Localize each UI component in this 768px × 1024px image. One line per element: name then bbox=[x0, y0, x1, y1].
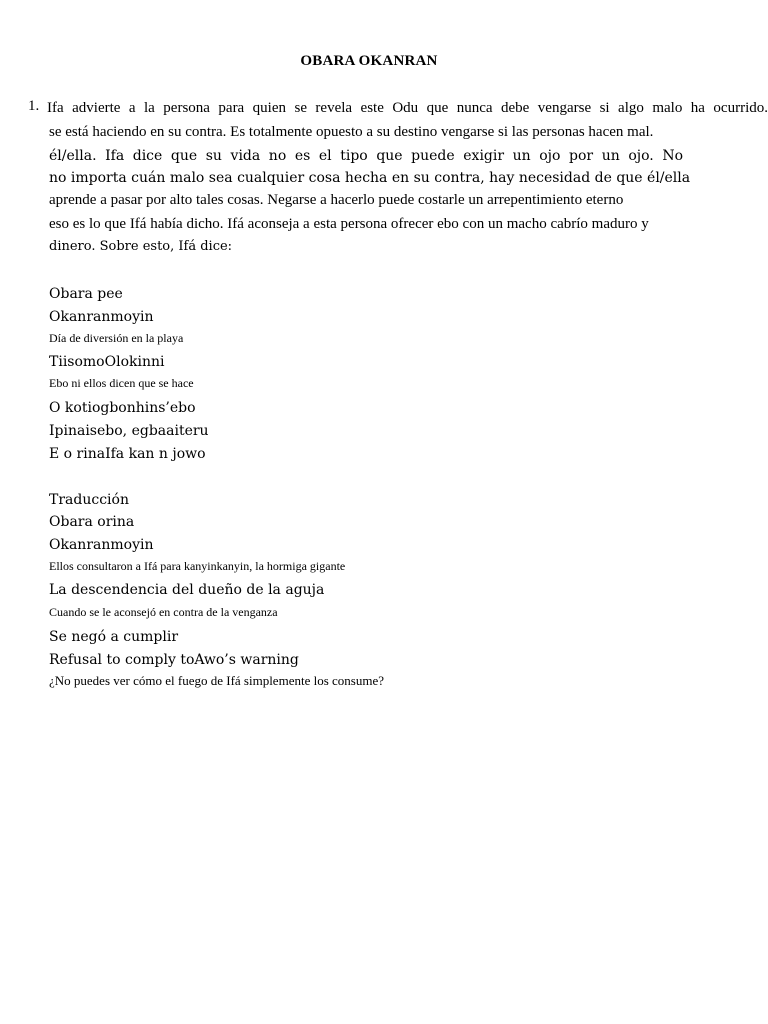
paragraph-line: se está haciendo en su contra. Es totalmente opuesto a su destino vengarse si las personas hacen mal. bbox=[49, 124, 654, 140]
translation-line: Ellos consultaron a Ifá para kanyinkanyin, la hormiga gigante bbox=[49, 559, 346, 573]
translation-line: ¿No puedes ver cómo el fuego de Ifá simplemente los consume? bbox=[49, 673, 384, 688]
verse-line: Ebo ni ellos dicen que se hace bbox=[49, 376, 194, 390]
translation-line: Se negó a cumplir bbox=[49, 629, 179, 645]
translation-line: Obara orina bbox=[49, 514, 135, 530]
verse-line: TiisomoOlokinni bbox=[49, 354, 165, 370]
paragraph-line: no importa cuán malo sea cualquier cosa hecha en su contra, hay necesidad de que él/ella bbox=[49, 170, 691, 186]
translation-heading: Traducción bbox=[49, 492, 129, 508]
verse-line: E o rinaIfa kan n jowo bbox=[49, 446, 206, 462]
paragraph-number: 1. bbox=[28, 98, 40, 114]
paragraph-line: él/ella. Ifa dice que su vida no es el tipo que puede exigir un ojo por un ojo. No bbox=[49, 148, 683, 164]
translation-line: La descendencia del dueño de la aguja bbox=[49, 582, 325, 598]
document-title: OBARA OKANRAN bbox=[300, 53, 438, 69]
verse-line: Día de diversión en la playa bbox=[49, 331, 184, 345]
translation-line: Okanranmoyin bbox=[49, 537, 154, 553]
paragraph-line: eso es lo que Ifá había dicho. Ifá aconseja a esta persona ofrecer ebo con un macho cabrío maduro y bbox=[49, 216, 649, 232]
translation-line: Refusal to comply toAwo’s warning bbox=[49, 652, 299, 668]
verse-line: Obara pee bbox=[49, 286, 123, 302]
paragraph-line: aprende a pasar por alto tales cosas. Negarse a hacerlo puede costarle un arrepentimiento eterno bbox=[49, 192, 624, 208]
verse-line: O kotiogbonhins’ebo bbox=[49, 400, 196, 416]
paragraph-line: Ifa advierte a la persona para quien se revela este Odu que nunca debe vengarse si algo malo ha ocurrido. bbox=[47, 100, 768, 116]
verse-line: Okanranmoyin bbox=[49, 309, 154, 325]
verse-line: Ipinaisebo, egbaaiteru bbox=[49, 423, 209, 439]
translation-line: Cuando se le aconsejó en contra de la venganza bbox=[49, 605, 278, 619]
paragraph-line: dinero. Sobre esto, Ifá dice: bbox=[49, 239, 233, 254]
